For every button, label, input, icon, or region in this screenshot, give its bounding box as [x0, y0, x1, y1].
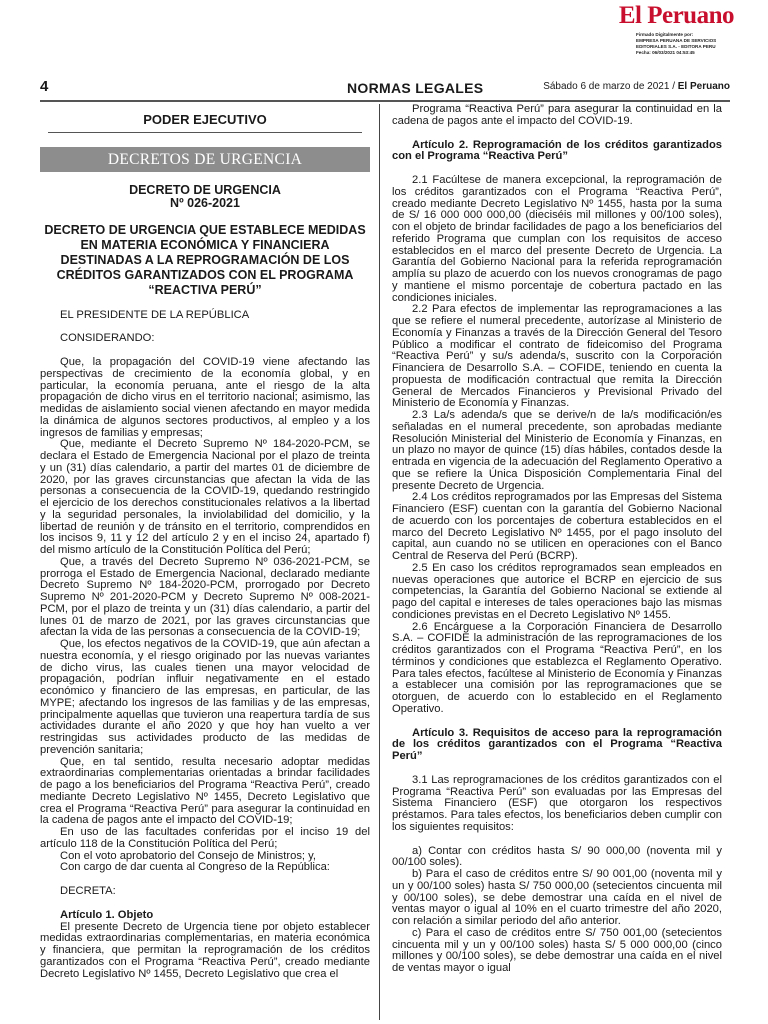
paragraph: Que, mediante el Decreto Supremo Nº 184-2020-PCM, se declara el Estado de Emergencia Nacional por el plazo de treinta y un (31) días calendario, a partir del martes 01 de diciembre de 2020, por las graves circunstancias que afectan la vida de las personas a consecuencia de la COVID-19, quedando restringido el ejercicio de los derechos constitucionales relativos a la libertad y la seguridad personales, la inviolabilidad del domicilio, y la libertad de reunión y de tránsito en el territorio, comprendidos en los incisos 9, 11 y 12 del artículo 2 y en el inciso 24, apartado f) del mismo artículo de la Constitución Política del Perú;: [40, 438, 370, 556]
paragraph: Que, a través del Decreto Supremo Nº 036-2021-PCM, se prorroga el Estado de Emergencia Nacional, declarado mediante Decreto Supremo Nº 184-2020-PCM, prorrogado por Decreto Supremo Nº 201-2020-PCM y Decreto Supremo Nº 008-2021-PCM, por el plazo de treinta y un (31) días calendario, a partir del lunes 01 de marzo de 2021, por las graves circunstancias que afectan la vida de las personas a consecuencia de la COVID-19;: [40, 555, 370, 639]
signature-line: EMPRESA PERUANA DE SERVICIOS: [636, 38, 717, 43]
left-column: [40, 104, 370, 980]
article-2-paragraph: 2.2 Para efectos de implementar las reprogramaciones a las que se refiere el numeral precedente, autorízase al Ministerio de Economía y Finanzas a través de la Dirección General del Tesoro Público a modificar el contrato de fideicomiso del Programa “Reactiva Perú” y su/s adenda/s, suscrito con la Corporación Financiera de Desarrollo S.A. – COFIDE, teniendo en cuenta la propuesta de modificación contractual que remita la Dirección General de Mercados Financieros y Previsional Privado del Ministerio de Economía y Finanzas.: [392, 303, 722, 410]
right-column: [392, 104, 722, 975]
page-number: 4: [40, 78, 49, 95]
publication-name: El Peruano: [677, 81, 730, 92]
header-date: [543, 81, 730, 92]
digital-signature: [636, 32, 764, 56]
paragraph: Que, la propagación del COVID-19 viene afectando las perspectivas de crecimiento de la economía global, y en particular, la economía peruana, ante el riesgo de la alta propagación de dicho virus en el territorio nacional; asimismo, las medidas de aislamiento social vienen afectando en mayor medida la dinámica de algunos sectores productivos, al empleo y a los ingresos de familias y empresas;: [40, 356, 370, 439]
paragraph: Que, los efectos negativos de la COVID-19, que aún afectan a nuestra economía, y el riesgo originado por las nuevas variantes de dicho virus, las cuales tienen una mayor velocidad de propagación, podrían influir negativamente en el estado económico y financiero de las empresas, en particular, de las MYPE; afectando los ingresos de las familias y de las empresas, principalmente aquellas que tuvieron una reapertura tardía de sus actividades durante el año 2020 y que hoy han vuelto a ver restringidas sus actividades producto de las medidas de prevención sanitaria;: [40, 638, 370, 756]
continuation-paragraph: Programa “Reactiva Perú” para asegurar la continuidad en la cadena de pagos ante el impacto del COVID-19.: [392, 103, 722, 127]
decree-number: Nº 026-2021: [170, 196, 240, 210]
article-2-paragraph: 2.6 Encárguese a la Corporación Financiera de Desarrollo S.A. – COFIDE la administración de las reprogramaciones de los créditos garantizados con el Programa “Reactiva Perú”, en los términos y condiciones que establezca el Reglamento Operativo. Para tales efectos, facúltese al Ministerio de Economía y Finanzas a establecer una comisión por las reprogramaciones que se otorguen, de acuerdo con lo establecido en el Reglamento Operativo.: [392, 620, 722, 715]
masthead: [0, 0, 768, 62]
el-peruano-logo: [619, 2, 734, 30]
decree-title: DECRETO DE URGENCIA: [129, 182, 281, 197]
considerando-label: CONSIDERANDO:: [60, 332, 155, 345]
section-title: NORMAS LEGALES: [347, 80, 484, 96]
article-3-paragraph: 3.1 Las reprogramaciones de los créditos garantizados con el Programa “Reactiva Perú” son evaluadas por las Empresas del Sistema Financiero (ESF) que otorgaron los respectivos préstamos. Para tales efectos, los beneficiarios deben cumplir con los siguientes requisitos:: [392, 773, 722, 833]
president-line: EL PRESIDENTE DE LA REPÚBLICA: [60, 308, 250, 321]
article-2-paragraph: 2.5 En caso los créditos reprogramados sean empleados en nuevas operaciones que autorice el BCRP en ejercicio de sus competencias, la Garantía del Gobierno Nacional se extiende al pago del capital e intereses de tales operaciones bajo las mismas condiciones previstas en el Decreto Legislativo Nº 1455.: [392, 561, 722, 621]
article-3-paragraph: c) Para el caso de créditos entre S/ 750 001,00 (setecientos cincuenta mil y un y 00/100 soles) hasta S/ 5 000 000,00 (cinco millones y 00/100 soles), se debe demostrar una caída en el nivel de ventas mayor o igual: [392, 926, 722, 974]
paragraph: En uso de las facultades conferidas por el inciso 19 del artículo 118 de la Constitución Política del Perú;: [40, 826, 370, 850]
signature-line: Fecha: 06/03/2021 04:53:45: [636, 50, 695, 55]
date-text: Sábado 6 de marzo de 2021 /: [543, 81, 675, 92]
column-divider: [379, 104, 380, 1020]
paragraph: Con cargo de dar cuenta al Congreso de la República:: [60, 861, 330, 874]
logo-text: El Peruano: [618, 2, 734, 29]
article-2-paragraph: 2.4 Los créditos reprogramados por las Empresas del Sistema Financiero (ESF) cuentan con la garantía del Gobierno Nacional de acuerdo con los porcentajes de cobertura establecidos en el marco del Decreto Legislativo Nº 1455, por el pago insoluto del capital, aun cuando no se utilicen en operaciones con el Banco Central de Reserva del Perú (BCRP).: [392, 491, 722, 562]
article-1-text: El presente Decreto de Urgencia tiene por objeto establecer medidas extraordinarias complementarias, en materia económica y financiera, que permitan la reprogramación de los créditos garantizados con el Programa “Reactiva Perú”, creado mediante Decreto Legislativo Nº 1455, Decreto Legislativo que crea el: [40, 920, 370, 980]
article-3-paragraph: b) Para el caso de créditos entre S/ 90 001,00 (noventa mil y un y 00/100 soles) hasta S/ 750 000,00 (setecientos cincuenta mil y 00/100 soles), se debe demostrar una caída en el nivel de ventas mayor o igual al 10% en el cuarto trimestre del año 2020, con relación a similar periodo del año anterior.: [392, 868, 722, 927]
decree-subtitle: DECRETO DE URGENCIA QUE ESTABLECE MEDIDAS EN MATERIA ECONÓMICA Y FINANCIERA DESTINADAS A LA REPROGRAMACIÓN DE LOS CRÉDITOS GARANTIZADOS CON EL PROGRAMA “REACTIVA PERÚ”: [44, 222, 366, 297]
article-1-title: Artículo 1. Objeto: [60, 908, 154, 921]
signature-line: Firmado Digitalmente por:: [636, 32, 694, 37]
category-banner: DECRETOS DE URGENCIA: [40, 147, 370, 172]
article-2-paragraph: 2.1 Facúltese de manera excepcional, la reprogramación de los créditos garantizados con el Programa “Reactiva Perú”, creado mediante Decreto Legislativo Nº 1455, hasta por la suma de S/ 16 000 000 000,00 (dieciséis mil millones y 00/100 soles), con el objeto de brindar facilidades de pago a los beneficiarios del referido Programa que cumplan con los requisitos de acceso establecidos en el marco del presente Decreto de Urgencia. La Garantía del Gobierno Nacional para la referida reprogramación amplía su plazo de acuerdo con los nuevos cronogramas de pago y mantiene el mismo porcentaje de cobertura pactado en las condiciones iniciales.: [392, 174, 722, 304]
signature-line: EDITORIALES S.A. - EDITORA PERU: [636, 44, 716, 49]
section-label: PODER EJECUTIVO: [48, 104, 362, 133]
article-3-paragraph: a) Contar con créditos hasta S/ 90 000,00 (noventa mil y 00/100 soles).: [392, 844, 722, 869]
article-2-title: Artículo 2. Reprogramación de los créditos garantizados con el Programa “Reactiva Perú”: [392, 138, 722, 163]
page-header: [40, 78, 730, 102]
decreta-label: DECRETA:: [60, 885, 116, 897]
article-3-title: Artículo 3. Requisitos de acceso para la reprogramación de los créditos garantizados con el Programa “Reactiva Perú”: [392, 726, 722, 762]
paragraph: Con el voto aprobatorio del Consejo de Ministros; y,: [60, 849, 316, 862]
paragraph: Que, en tal sentido, resulta necesario adoptar medidas extraordinarias complementarias orientadas a brindar facilidades de pago a los beneficiarios del Programa “Reactiva Perú”, creado mediante Decreto Legislativo Nº 1455, Decreto Legislativo que crea el Programa “Reactiva Perú” para asegurar la continuidad en la cadena de pagos ante el impacto del COVID-19;: [40, 755, 370, 827]
article-2-paragraph: 2.3 La/s adenda/s que se derive/n de la/s modificación/es señaladas en el numeral precedente, son aprobadas mediante Resolución Ministerial del Ministerio de Economía y Finanzas, en un plazo no mayor de quince (15) días hábiles, contados desde la entrada en vigencia de la adecuación del Reglamento Operativo a que se refiere la Única Disposición Complementaria Final del presente Decreto de Urgencia.: [392, 409, 722, 492]
